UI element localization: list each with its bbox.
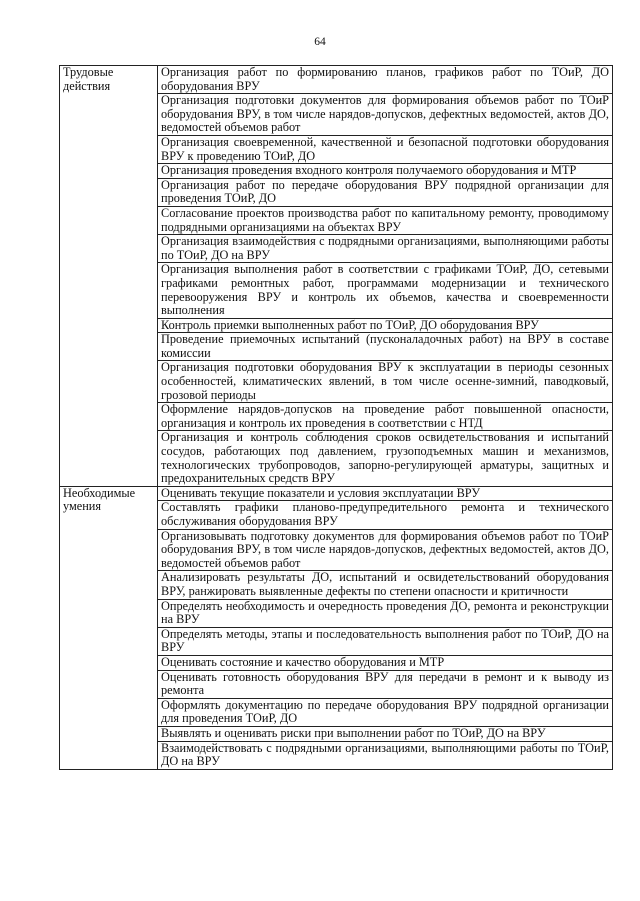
page-number: 64 <box>314 36 326 48</box>
table-cell: Организация взаимодействия с подрядными организациями, выполняющими работы по ТОиР, ДО на ВРУ <box>158 235 613 263</box>
competency-table <box>59 65 613 770</box>
section-label-required-skills: Необходимые умения <box>60 486 158 769</box>
table-cell: Взаимодействовать с подрядными организациями, выполняющими работы по ТОиР, ДО на ВРУ <box>158 741 613 769</box>
table-cell: Организация выполнения работ в соответствии с графиками ТОиР, ДО, сетевыми графиками ремонтных работ, программами модернизации и технического перевооружения ВРУ и контроль их объемов, качества и своевременности выполнения <box>158 263 613 318</box>
table-cell: Определять необходимость и очередность проведения ДО, ремонта и реконструкции на ВРУ <box>158 599 613 627</box>
table-cell: Организация и контроль соблюдения сроков освидетельствования и испытаний сосудов, работающих под давлением, грузоподъемных машин и механизмов, технологических трубопроводов, запорно-регулирующей арматуры, защитных и предохранительных средств ВРУ <box>158 431 613 486</box>
table-cell: Организовывать подготовку документов для формирования объемов работ по ТОиР оборудования ВРУ, в том числе нарядов-допусков, дефектных ведомостей, актов ДО, ведомостей объемов работ <box>158 529 613 571</box>
table-cell: Выявлять и оценивать риски при выполнении работ по ТОиР, ДО на ВРУ <box>158 726 613 741</box>
table-cell: Организация своевременной, качественной и безопасной подготовки оборудования ВРУ к проведению ТОиР, ДО <box>158 135 613 163</box>
table-cell: Организация проведения входного контроля получаемого оборудования и МТР <box>158 164 613 179</box>
table-cell: Организация подготовки оборудования ВРУ к эксплуатации в периоды сезонных особенностей, климатических явлений, в том числе осенне-зимний, паводковый, грозовой периоды <box>158 361 613 403</box>
table-cell: Оценивать готовность оборудования ВРУ для передачи в ремонт и к выводу из ремонта <box>158 670 613 698</box>
table-cell: Организация подготовки документов для формирования объемов работ по ТОиР оборудования ВРУ, в том числе нарядов-допусков, дефектных ведомостей, актов ДО, ведомостей объемов работ <box>158 94 613 136</box>
table-cell: Анализировать результаты ДО, испытаний и освидетельствований оборудования ВРУ, ранжировать выявленные дефекты по степени опасности и критичности <box>158 571 613 599</box>
table-cell: Оформлять документацию по передаче оборудования ВРУ подрядной организации для проведения ТОиР, ДО <box>158 698 613 726</box>
table-row <box>60 486 613 501</box>
table-cell: Согласование проектов производства работ по капитальному ремонту, проводимому подрядными организациями на объектах ВРУ <box>158 206 613 234</box>
section-label-labor-actions: Трудовые действия <box>60 66 158 487</box>
table-cell: Оценивать состояние и качество оборудования и МТР <box>158 655 613 670</box>
table-cell: Проведение приемочных испытаний (пусконаладочных работ) на ВРУ в составе комиссии <box>158 333 613 361</box>
table-row <box>60 66 613 94</box>
table-cell: Организация работ по формированию планов, графиков работ по ТОиР, ДО оборудования ВРУ <box>158 66 613 94</box>
table-cell: Оценивать текущие показатели и условия эксплуатации ВРУ <box>158 486 613 501</box>
table-cell: Определять методы, этапы и последовательность выполнения работ по ТОиР, ДО на ВРУ <box>158 627 613 655</box>
table-cell: Составлять графики планово-предупредительного ремонта и технического обслуживания оборудования ВРУ <box>158 501 613 529</box>
table-cell: Оформление нарядов-допусков на проведение работ повышенной опасности, организация и контроль их проведения в соответствии с НТД <box>158 403 613 431</box>
table-cell: Контроль приемки выполненных работ по ТОиР, ДО оборудования ВРУ <box>158 318 613 333</box>
table-cell: Организация работ по передаче оборудования ВРУ подрядной организации для проведения ТОиР, ДО <box>158 178 613 206</box>
